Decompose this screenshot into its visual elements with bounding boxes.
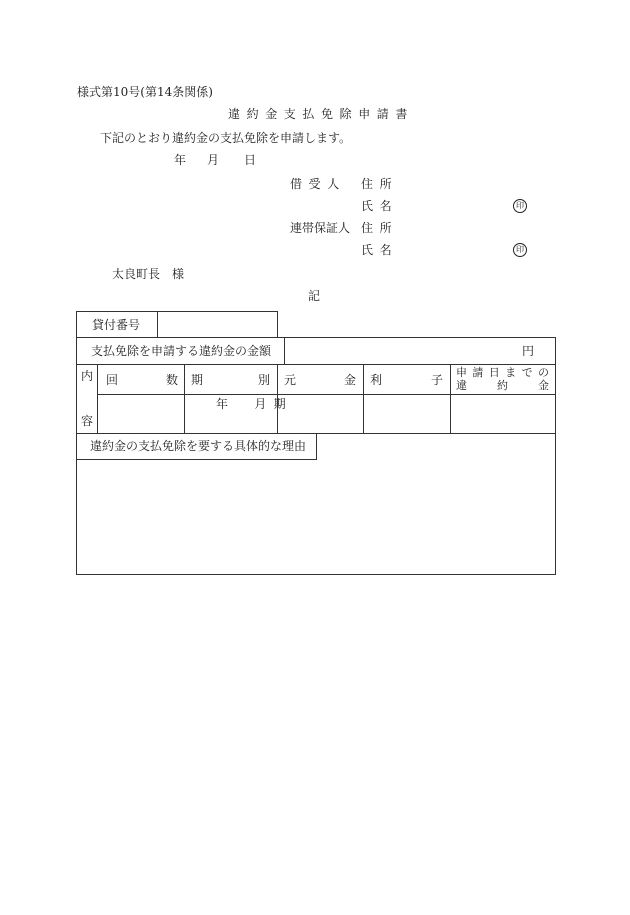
column-penalty-header-line2 <box>456 380 549 391</box>
period-value[interactable]: 年 月期 <box>216 397 293 411</box>
intro-text: 下記のとおり違約金の支払免除を申請します。 <box>100 131 352 145</box>
penalty-header-char-4: ま <box>505 366 517 379</box>
amount-label: 支払免除を申請する違約金の金額 <box>91 344 272 358</box>
reason-label: 違約金の支払免除を要する具体的な理由 <box>90 439 307 453</box>
borrower-seal: 印 <box>513 199 527 213</box>
borrower-label: 借受人 <box>290 177 346 191</box>
date-day: 日 <box>244 153 257 167</box>
guarantor-seal: 印 <box>513 243 527 257</box>
reason-text-area[interactable] <box>80 464 550 569</box>
column-interest-char-1: 利 <box>370 373 383 387</box>
form-number: 様式第10号(第14条関係) <box>77 85 213 99</box>
loan-number-label: 貸付番号 <box>92 318 141 332</box>
date-year: 年 <box>174 153 187 167</box>
column-count-char-1: 回 <box>106 373 119 387</box>
column-period-char-1: 期 <box>191 373 204 387</box>
column-penalty-header-line1 <box>456 367 549 378</box>
amount-unit: 円 <box>522 344 535 358</box>
column-interest-header <box>370 374 443 386</box>
column-interest-char-2: 子 <box>430 373 443 387</box>
penalty-header-char-1: 申 <box>456 366 467 379</box>
penalty-header-char-7: 違 <box>456 379 467 392</box>
penalty-header-char-3: 日 <box>488 366 500 379</box>
date-month: 月 <box>207 153 220 167</box>
penalty-header-char-8: 約 <box>497 379 508 392</box>
detail-label-top: 内 <box>81 369 94 383</box>
penalty-header-char-2: 請 <box>472 366 484 379</box>
guarantor-name-label: 氏名 <box>361 243 399 257</box>
column-principal-char-2: 金 <box>343 373 356 387</box>
penalty-header-char-6: の <box>537 366 549 379</box>
penalty-header-char-5: で <box>521 366 533 379</box>
interest-value-field[interactable] <box>366 400 446 428</box>
column-count-char-2: 数 <box>165 373 178 387</box>
borrower-address-label: 住所 <box>361 177 399 191</box>
principal-value-field[interactable] <box>280 400 360 428</box>
ki-label: 記 <box>308 289 321 303</box>
column-principal-header <box>284 374 356 386</box>
column-count-header <box>106 374 178 386</box>
document-title: 違約金支払免除申請書 <box>228 107 415 121</box>
penalty-header-char-9: 金 <box>538 379 549 392</box>
addressee: 太良町長 様 <box>112 267 185 281</box>
guarantor-label: 連帯保証人 <box>290 221 351 235</box>
borrower-name-label: 氏名 <box>361 199 399 213</box>
column-period-char-2: 別 <box>257 373 270 387</box>
column-period-header <box>191 374 270 386</box>
penalty-value-field[interactable] <box>453 400 553 428</box>
count-value-field[interactable] <box>100 400 180 428</box>
column-principal-char-1: 元 <box>284 373 297 387</box>
guarantor-address-label: 住所 <box>361 221 399 235</box>
detail-label-bottom: 容 <box>81 414 94 428</box>
